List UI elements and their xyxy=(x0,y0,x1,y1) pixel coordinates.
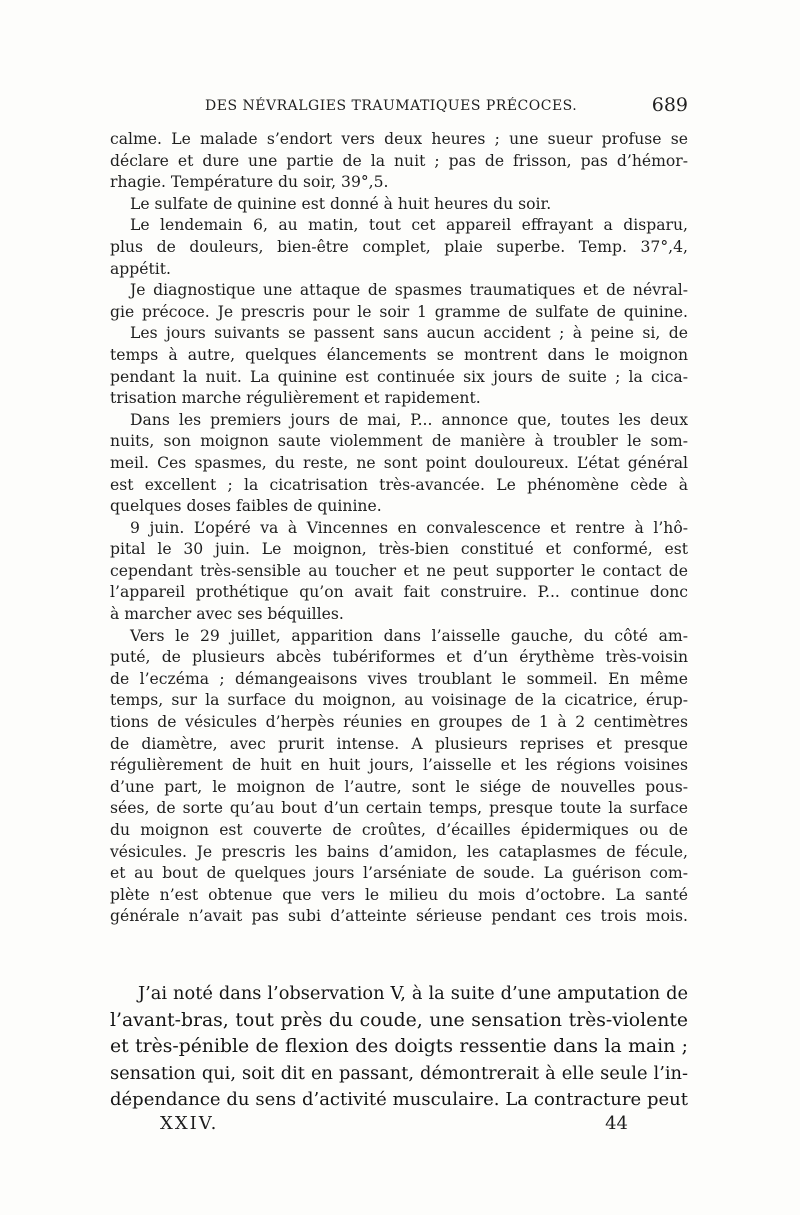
text-line: plète n’est obtenue que vers le milieu du mois d’octobre. La santé xyxy=(110,885,688,904)
running-title: DES NÉVRALGIES TRAUMATIQUES PRÉCOCES. xyxy=(205,98,578,114)
signature-mark: XXIV. xyxy=(160,1113,219,1134)
text-line: du moignon est couverte de croûtes, d’écailles épidermiques ou de xyxy=(110,821,688,839)
text-line: 9 juin. L’opéré va à Vincennes en convalescence et rentre à l’hô- xyxy=(130,518,688,537)
text-line: est excellent ; la cicatrisation très-avancée. Le phénomène cède à xyxy=(110,475,688,494)
text-line: plus de douleurs, bien-être complet, plaie superbe. Temp. 37°,4, xyxy=(110,237,688,256)
text-line: nuits, son moignon saute violemment de manière à troubler le som- xyxy=(110,432,688,451)
text-line: Le lendemain 6, au matin, tout cet appareil effrayant a disparu, xyxy=(130,216,688,235)
page-footer xyxy=(110,1113,688,1143)
text-line: générale n’avait pas subi d’atteinte sérieuse pendant ces trois mois. xyxy=(110,907,688,926)
text-line: sées, de sorte qu’au bout d’un certain temps, presque toute la surface xyxy=(110,799,688,818)
text-line: quelques doses faibles de quinine. xyxy=(110,497,382,516)
large-text-paragraph xyxy=(110,981,688,1114)
text-line: pital le 30 juin. Le moignon, très-bien constitué et conformé, est xyxy=(110,540,688,559)
text-line: meil. Ces spasmes, du reste, ne sont point douloureux. L’état général xyxy=(110,453,688,472)
running-head xyxy=(110,94,688,124)
text-line: l’avant-bras, tout près du coude, une sensation très-violente xyxy=(110,1009,688,1031)
text-line: sensation qui, soit dit en passant, démontrerait à elle seule l’in- xyxy=(110,1062,688,1084)
text-line: trisation marche régulièrement et rapidement. xyxy=(110,389,481,408)
text-line: Vers le 29 juillet, apparition dans l’aisselle gauche, du côté am- xyxy=(130,626,688,645)
text-line: de l’eczéma ; démangeaisons vives troublant le sommeil. En même xyxy=(110,669,688,688)
text-line: appétit. xyxy=(110,259,171,278)
text-line: Je diagnostique une attaque de spasmes traumatiques et de névral- xyxy=(130,281,688,300)
text-line: dépendance du sens d’activité musculaire. La contracture peut xyxy=(110,1089,688,1110)
sheet-number: 44 xyxy=(605,1113,628,1134)
text-line: tions de vésicules d’herpès réunies en groupes de 1 à 2 centimètres xyxy=(110,713,688,732)
text-line: vésicules. Je prescris les bains d’amidon, les cataplasmes de fécule, xyxy=(110,842,688,861)
text-line: régulièrement de huit en huit jours, l’aisselle et les régions voisines xyxy=(110,756,688,775)
text-line: temps, sur la surface du moignon, au voisinage de la cicatrice, érup- xyxy=(110,691,688,710)
text-line: Les jours suivants se passent sans aucun accident ; à peine si, de xyxy=(130,324,688,343)
text-line: et au bout de quelques jours l’arséniate de soude. La guérison com- xyxy=(110,864,688,883)
text-line: de diamètre, avec prurit intense. A plusieurs reprises et presque xyxy=(110,734,688,753)
text-line: cependant très-sensible au toucher et ne peut supporter le contact de xyxy=(110,561,688,580)
text-line: à marcher avec ses béquilles. xyxy=(110,605,344,624)
text-line: Le sulfate de quinine est donné à huit heures du soir. xyxy=(130,194,552,213)
text-line: pendant la nuit. La quinine est continuée six jours de suite ; la cica- xyxy=(110,367,688,386)
text-line: gie précoce. Je prescris pour le soir 1 gramme de sulfate de quinine. xyxy=(110,302,688,321)
text-line: temps à autre, quelques élancements se montrent dans le moignon xyxy=(110,345,688,364)
page-number: 689 xyxy=(651,94,688,116)
text-line: Dans les premiers jours de mai, P... annonce que, toutes les deux xyxy=(130,410,688,429)
text-line: l’appareil prothétique qu’on avait fait construire. P... continue donc xyxy=(110,583,688,602)
text-line: J’ai noté dans l’observation V, à la suite d’une amputation de xyxy=(138,983,688,1004)
text-line: déclare et dure une partie de la nuit ; pas de frisson, pas d’hémor- xyxy=(110,151,688,170)
text-line: d’une part, le moignon de l’autre, sont le siége de nouvelles pous- xyxy=(110,777,688,796)
text-line: rhagie. Température du soir, 39°,5. xyxy=(110,173,389,192)
text-line: calme. Le malade s’endort vers deux heures ; une sueur profuse se xyxy=(110,130,688,148)
text-line: et très-pénible de flexion des doigts ressentie dans la main ; xyxy=(110,1036,688,1057)
text-line: puté, de plusieurs abcès tubériformes et d’un érythème très-voisin xyxy=(110,648,688,667)
body-text xyxy=(110,129,688,928)
